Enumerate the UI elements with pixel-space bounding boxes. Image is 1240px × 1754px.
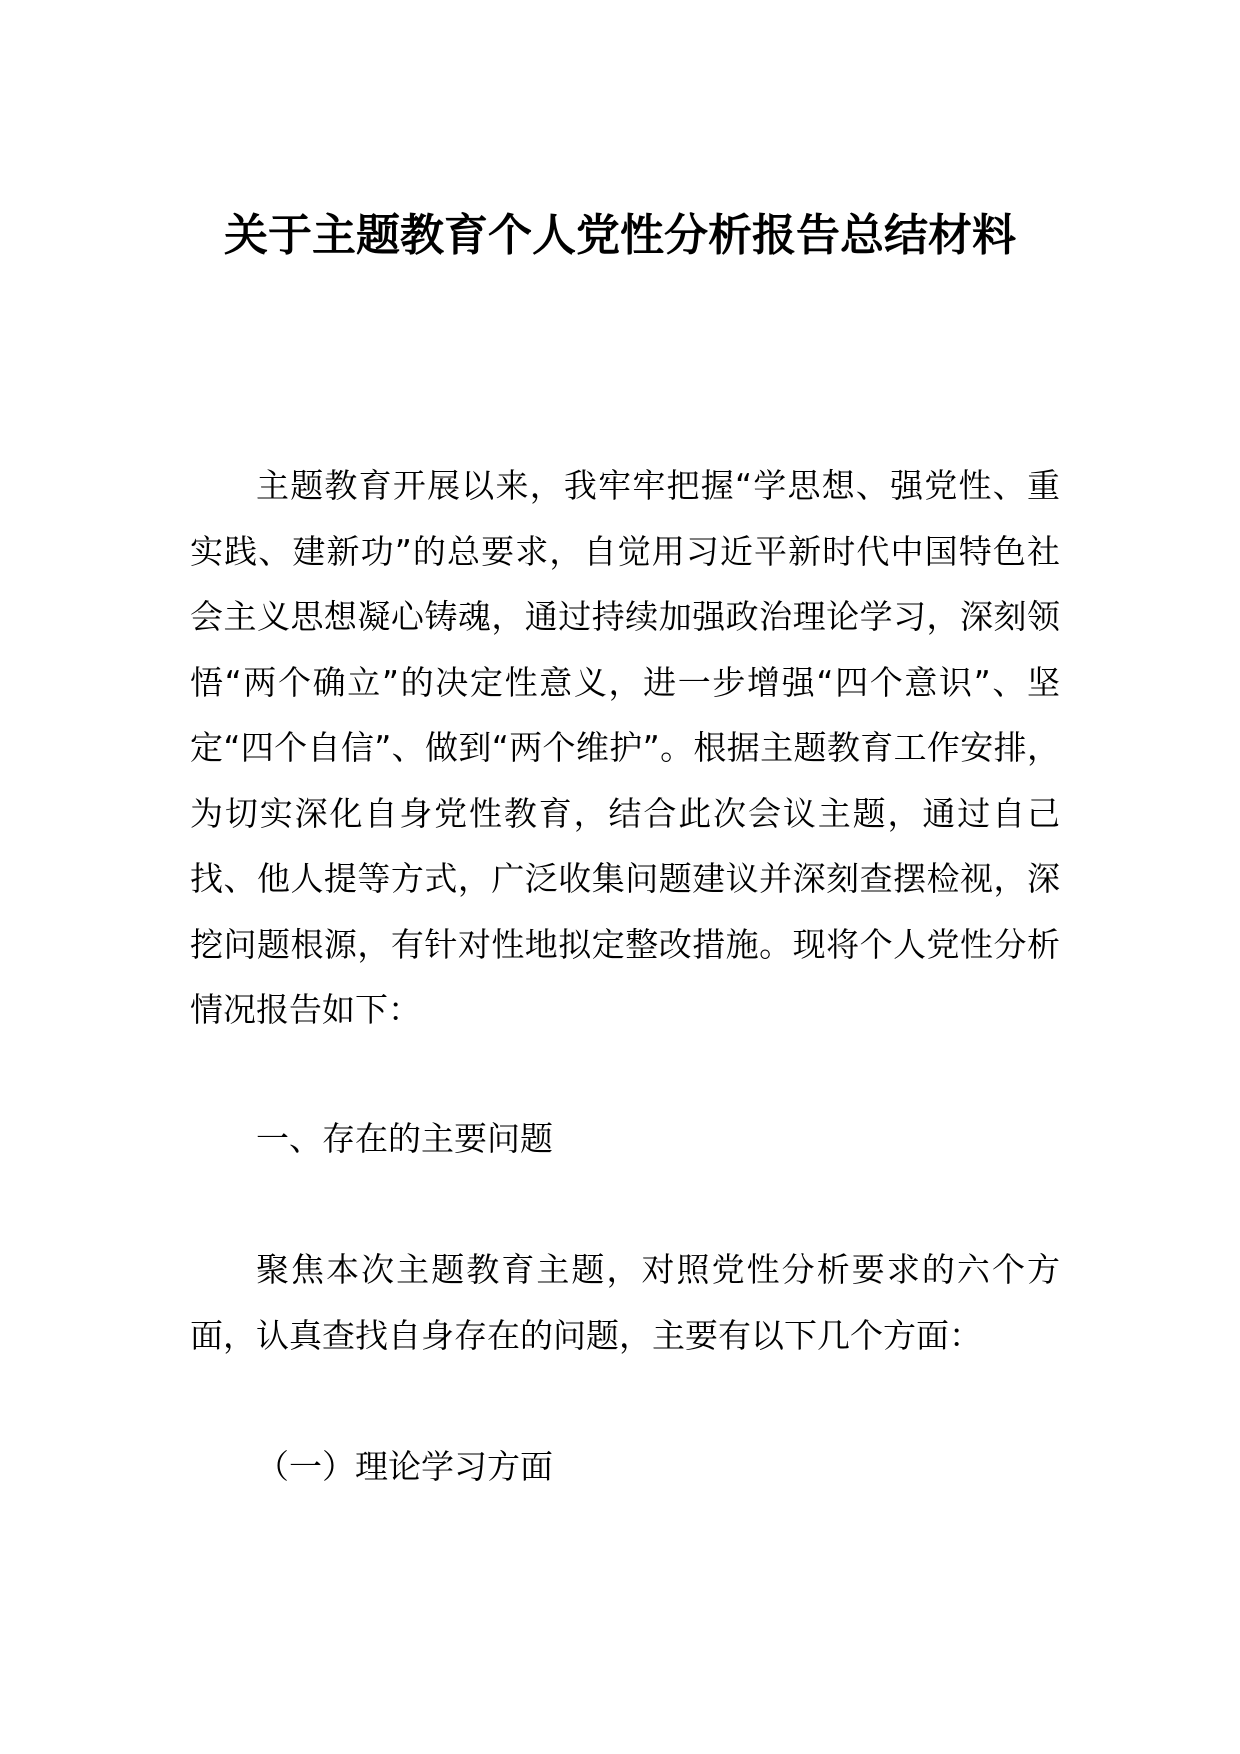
document-title: 关于主题教育个人党性分析报告总结材料 (224, 210, 1016, 261)
section-heading-problems: 一、存在的主要问题 (256, 1119, 553, 1158)
subsection-heading-theory-study: （一）理论学习方面 (256, 1447, 553, 1486)
intro-paragraph: 主题教育开展以来，我牢牢把握“学思想、强党性、重实践、建新功”的总要求，自觉用习近平新时代中国特色社会主义思想凝心铸魂，通过持续加强政治理论学习，深刻领悟“两个确立”的决定性意义，进一步增强“四个意识”、坚定“四个自信”、做到“两个维护”。根据主题教育工作安排，为切实深化自身党性教育，结合此次会议主题，通过自己找、他人提等方式，广泛收集问题建议并深刻查摆检视，深挖问题根源，有针对性地拟定整改措施。现将个人党性分析情况报告如下： (190, 466, 1060, 1029)
problems-intro-paragraph: 聚焦本次主题教育主题，对照党性分析要求的六个方面，认真查找自身存在的问题，主要有以下几个方面： (190, 1250, 1060, 1355)
